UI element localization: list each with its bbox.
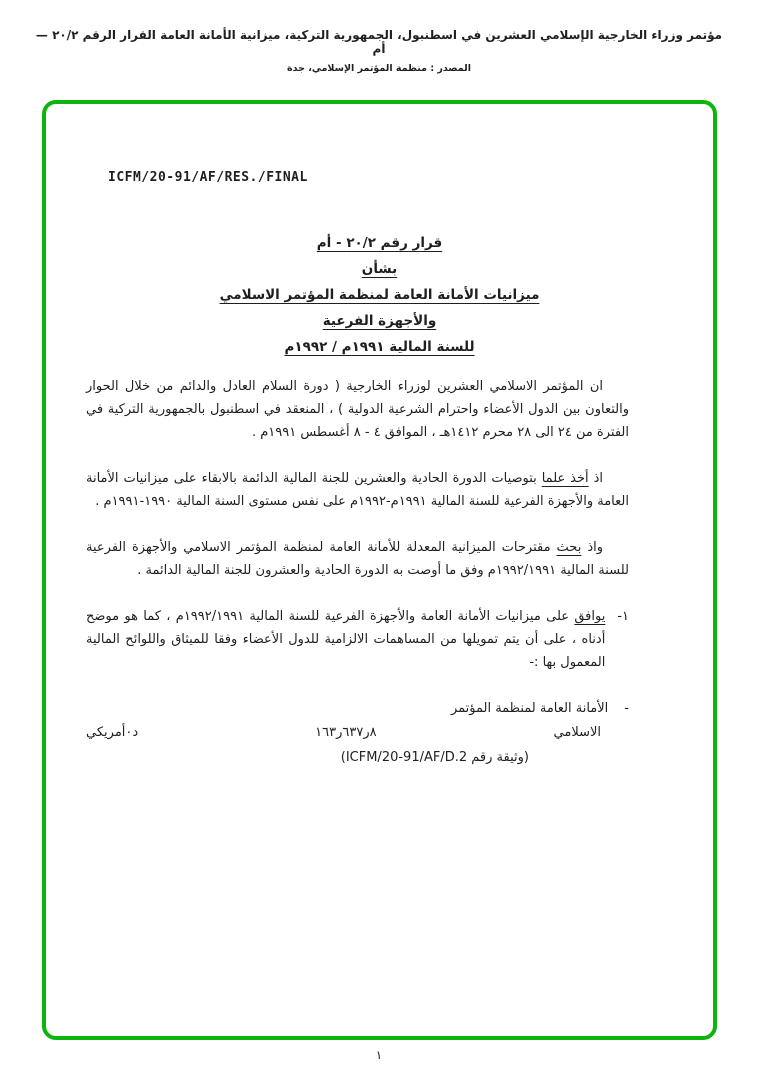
paragraph-noting-pre: اذ	[588, 471, 603, 486]
document-frame	[42, 100, 717, 1040]
budget-amount-line	[86, 721, 601, 744]
header-source-line: المصدر : منظمة المؤتمر الإسلامي، جدة	[287, 63, 471, 74]
budget-label-line	[86, 697, 629, 720]
item-number: ١-	[617, 609, 629, 624]
item-lead: يوافق	[574, 609, 606, 624]
header-title: مؤتمر وزراء الخارجية الإسلامي العشرين في اسطنبول، الجمهورية التركية، ميزانية الأمانة العامة القرار الرقم ٢٠/٢ — أم	[35, 28, 723, 56]
item-body-text: على ميزانيات الأمانة العامة والأجهزة الفرعية للسنة المالية ١٩٩٢/١٩٩١م ، كما هو موضح أدناه ، على أن يتم تمويلها من المساهمات الالزامية للدول الأعضاء وفقا للميثاق واللوائح المالية المعمول بها :-	[86, 609, 606, 670]
resolution-title-text-1: ميزانيات الأمانة العامة لمنظمة المؤتمر الاسلامي	[219, 287, 540, 303]
budget-currency: د٠أمريكي	[86, 725, 139, 740]
resolution-item-1	[86, 605, 629, 674]
item-text	[86, 605, 605, 674]
resolution-subject-word	[46, 261, 713, 277]
budget-block	[86, 697, 629, 769]
paragraph-having-examined-text: مقترحات الميزانية المعدلة للأمانة العامة لمنظمة المؤتمر الاسلامي والأجهزة الفرعية للسنة المالية ١٩٩٢/١٩٩١م وفق ما أوصت به الدورة الحادية والعشرون للجنة المالية الدائمة .	[86, 540, 629, 578]
budget-amount: ٨ر٦٣٧ر١٦٣	[315, 725, 377, 740]
paragraph-noting-text: بتوصيات الدورة الحادية والعشرين للجنة المالية الدائمة بالابقاء على ميزانيات الأمانة العامة والأجهزة الفرعية للسنة المالية ١٩٩١م-١٩٩٢م على نفس مستوى السنة المالية ١٩٩٠-١٩٩١م .	[86, 471, 629, 509]
resolution-fiscal-year-text: للسنة المالية ١٩٩١م / ١٩٩٢م	[284, 339, 475, 355]
budget-doc-note: (وثيقة رقم ICFM/20-91/AF/D.2)	[340, 750, 529, 765]
budget-label-2: الاسلامي	[553, 725, 601, 740]
paragraph-preamble	[86, 375, 629, 444]
paragraph-having-examined-lead: بحث	[556, 540, 582, 555]
resolution-subject-text: بشأن	[361, 261, 398, 277]
resolution-fiscal-year-line	[46, 339, 713, 355]
paragraph-noting	[86, 467, 629, 513]
page-number: ١	[375, 1048, 383, 1062]
paragraph-preamble-text: ان المؤتمر الاسلامي العشرين لوزراء الخارجية ( دورة السلام العادل والدائم من خلال الحوار والتعاون بين الدول الأعضاء واحترام الشرعية الدولية ) ، المنعقد في اسطنبول بالجمهورية التركية في الفترة من ٢٤ الى ٢٨ محرم ١٤١٢هـ ، الموافق ٤ - ٨ أغسطس ١٩٩١م .	[86, 379, 629, 440]
resolution-number-line	[46, 235, 713, 251]
resolution-title-line-1	[46, 287, 713, 303]
paragraph-having-examined	[86, 536, 629, 582]
document-reference: ICFM/20-91/AF/RES./FINAL	[108, 170, 308, 185]
resolution-number-text: قرار رقم ٢٠/٢ - أم	[316, 235, 443, 251]
page-header	[0, 28, 758, 74]
document-body	[46, 375, 713, 769]
paragraph-having-examined-pre: واذ	[581, 540, 603, 555]
paragraph-noting-lead: أخذ علما	[541, 471, 589, 486]
resolution-title-line-2	[46, 313, 713, 329]
budget-label-1: الأمانة العامة لمنظمة المؤتمر	[450, 701, 609, 716]
resolution-title-block	[46, 235, 713, 355]
budget-dash: -	[624, 701, 629, 716]
resolution-title-text-2: والأجهزة الفرعية	[322, 313, 437, 329]
